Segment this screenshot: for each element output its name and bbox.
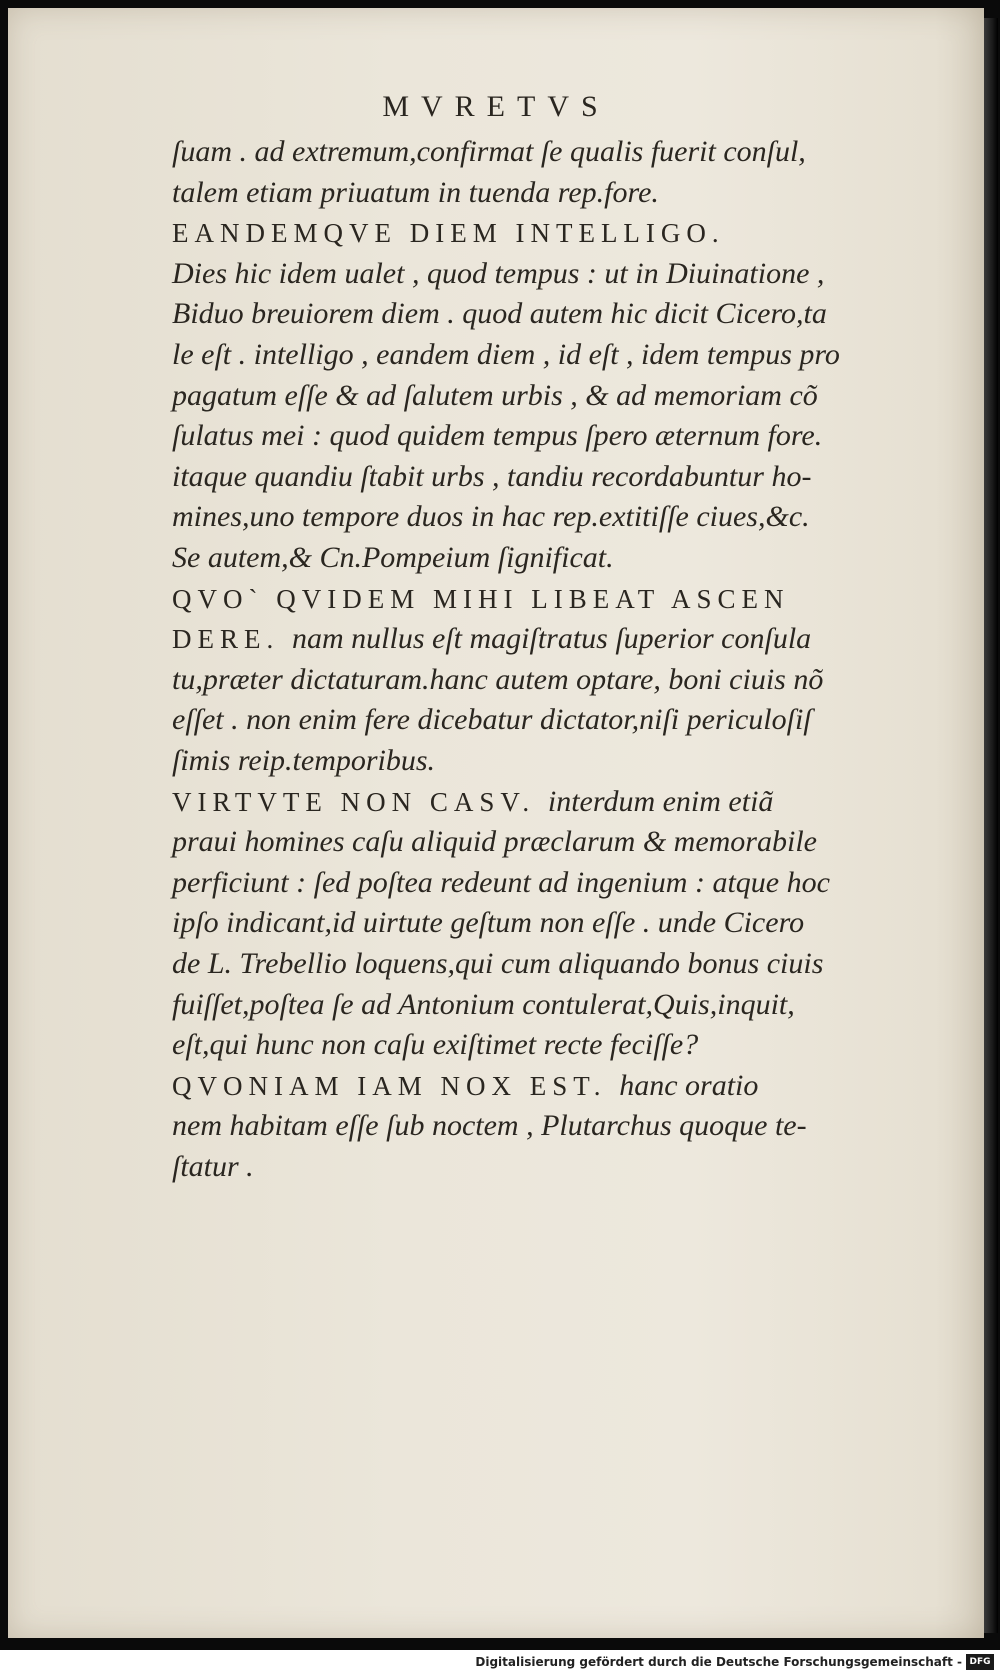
text-line [172, 337, 840, 373]
text-line [172, 459, 811, 495]
commentary-text: praui homines caſu aliquid præclarum & memorabile [172, 825, 817, 859]
text-line [172, 1027, 698, 1063]
text-line [172, 296, 827, 332]
lemma-caps: VIRTVTE NON CASV. [172, 786, 548, 817]
text-line [172, 215, 725, 251]
commentary-text: nam nullus eſt magiſtratus ſuperior conſula [292, 622, 812, 656]
lemma-caps: DERE. [172, 624, 292, 655]
text-line [172, 987, 795, 1023]
commentary-text: le eſt . intelligo , eandem diem , id eſt , idem tempus pro [172, 338, 840, 371]
commentary-text: ipſo indicant,id uirtute geſtum non eſſe . unde Cicero [172, 906, 805, 940]
footer-credit: Digitalisierung gefördert durch die Deutsche Forschungsgemeinschaft - [475, 1655, 962, 1669]
commentary-text: ſtatur . [172, 1150, 254, 1183]
commentary-text: mines,uno tempore duos in hac rep.extitiſſe ciues,&c. [172, 500, 810, 534]
text-line [172, 702, 812, 738]
text-line [172, 540, 614, 576]
commentary-text: Se autem,& Cn.Pompeium ſignificat. [172, 541, 614, 574]
commentary-text: perficiunt : ſed poſtea redeunt ad ingenium : atque hoc [172, 865, 830, 899]
text-line [172, 784, 773, 820]
commentary-text: interdum enim etiã [547, 784, 774, 818]
commentary-text: Dies hic idem ualet , quod tempus : ut in Diuinatione , [172, 256, 825, 290]
text-line [172, 134, 806, 170]
text-line [172, 378, 818, 414]
commentary-text: ſulatus mei : quod quidem tempus ſpero æternum fore. [172, 419, 823, 453]
text-line [172, 743, 435, 779]
commentary-text: itaque quandiu ſtabit urbs , tandiu recordabuntur ho- [172, 459, 812, 493]
commentary-text: nem habitam eſſe ſub noctem , Plutarchus quoque te- [172, 1109, 807, 1143]
text-line [172, 662, 823, 698]
dfg-logo-icon: DFG [966, 1654, 994, 1670]
page-text [8, 8, 984, 1638]
text-line [172, 1108, 807, 1144]
lemma-caps: EANDEMQVE DIEM INTELLIGO. [172, 218, 725, 249]
running-head: MVRETVS [382, 90, 610, 123]
commentary-text: eſt,qui hunc non caſu exiſtimet recte feciſſe? [172, 1028, 699, 1062]
commentary-text: fuiſſet,poſtea ſe ad Antonium contulerat,Quis,inquit, [172, 987, 795, 1021]
commentary-text: Biduo breuiorem diem . quod autem hic dicit Cicero,ta [172, 297, 827, 331]
page-edge [984, 18, 998, 1633]
text-line [172, 1149, 254, 1185]
text-line [172, 1068, 758, 1104]
text-line [172, 499, 810, 535]
commentary-text: de L. Trebellio loquens,qui cum aliquando bonus ciuis [172, 947, 824, 980]
lemma-caps: QVONIAM IAM NOX EST. [172, 1070, 620, 1101]
commentary-text: pagatum eſſe & ad ſalutem urbis , & ad memoriam cõ [172, 378, 818, 412]
text-line [172, 581, 789, 617]
commentary-text: eſſet . non enim fere dicebatur dictator,niſi periculoſiſ [172, 703, 812, 737]
text-line [172, 175, 659, 211]
text-line [172, 621, 811, 657]
text-line [172, 824, 817, 860]
book-page [8, 8, 984, 1638]
commentary-text: ſuam . ad extremum,confirmat ſe qualis fuerit conſul, [172, 135, 806, 168]
lemma-caps: QVO` QVIDEM MIHI LIBEAT ASCEN [172, 583, 790, 614]
commentary-text: hanc oratio [619, 1068, 759, 1102]
commentary-text: talem etiam priuatum in tuenda rep.fore. [172, 175, 659, 209]
commentary-text: ſimis reip.temporibus. [172, 744, 436, 777]
commentary-text: tu,præter dictaturam.hanc autem optare, boni ciuis nõ [172, 662, 824, 696]
text-line [172, 256, 824, 292]
text-line [172, 905, 804, 941]
text-line [172, 946, 823, 982]
text-line [172, 865, 830, 901]
text-line [172, 418, 822, 454]
footer-bar [0, 1650, 1000, 1677]
